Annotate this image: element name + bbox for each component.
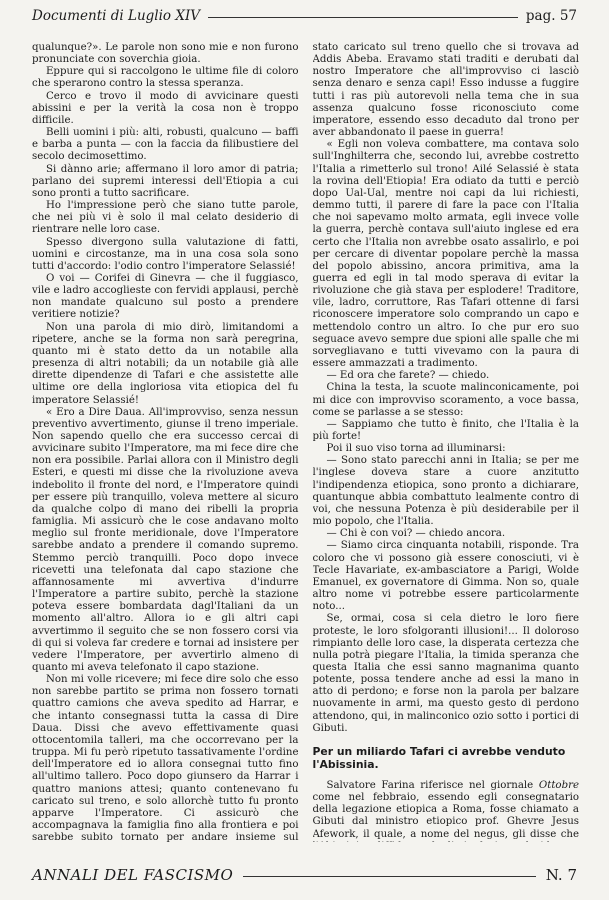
paragraph: Belli uomini i più: alti, robusti, qualcuno — baffi e barba a punta — con la faccia da filibustiere del secolo decimosettimo. [32,127,299,163]
paragraph: — Siamo circa cinquanta notabili, risponde. Tra coloro che vi possono già essere conosciuti, vi è Tecle Havariate, ex-ambasciatore a Parigi, Wolde Emanuel, ex governatore di Gimma. Non so, quale altro nome vi potrebbe essere particolarmente noto... [312,540,579,613]
paragraph: — Chi è con voi? — chiedo ancora. [326,528,506,540]
paragraph: — Sappiamo che tutto è finito, che l'Italia è la più forte! [312,418,579,442]
issue-number: N. 7 [545,866,577,884]
paragraph: Non una parola di mio dirò, limitandomi a ripetere, anche se la forma non sarà peregrina, quanto mi è stato detto da un notabile alla presenza di altri notabili; da un notabile già alle dirette dipendenze di Tafari e che assistette alle ultime ore della ingloriosa vita etiopica del fu imperatore Selassié! [32,321,299,406]
paragraph: Spesso divergono sulla valutazione di fatti, uomini e circostanze, ma in una cosa sola sono tutti d'accordo: l'odio contro l'imperatore Selassié! [32,236,299,272]
paragraph-text: Salvatore Farina riferisce nel giornale [326,779,534,791]
page-footer [32,864,577,886]
page-number: pag. 57 [525,8,577,24]
paragraph: Si dànno arie; affermano il loro amor di patria; parlano dei supremi interessi dell'Etiopia a cui sono pronti a tutto sacrificare. [32,163,299,199]
paragraph: « Ero a Dire Daua. All'improvviso, senza nessun preventivo avvertimento, giunse il treno imperiale. Non sapendo quello che era successo cercai di avvicinare subito l'Imperatore, ma mi fece dire che non era possibile. Parlai allora con il Ministro degli Esteri, e questi mi disse che la rivoluzione aveva indebolito il fronte del nord, e l'Imperatore quindi per essere più tranquillo, voleva mettere al sicuro da qualche colpo di mano dei ribelli la propria famiglia. Mi assicurò che le cose andavano molto meglio sul fronte meridionale, dove l'Imperatore sarebbe andato a prendere il comando supremo. Stemmo perciò tranquilli. Poco dopo invece ricevetti una telefonata dal capo stazione che affannosamente mi avvertiva d'indurre l'Imperatore a partire subito, perchè la stazione poteva essere bombardata dagl'Italiani da un momento all'altro. Allora io e gli altri capi avvertimmo il seguito che se non fossero corsi via di qui si voleva far credere e tornai ad insistere per vedere l'Imperatore, per avvertirlo almeno di quanto mi aveva telefonato il capo stazione. [32,406,299,673]
paragraph: Eppure qui si raccolgono le ultime file di coloro che sperarono contro la stessa speranza. [32,66,299,90]
paragraph: qualunque?». Le parole non sono mie e non furono pronunciate con soverchia gioia. [32,42,299,66]
paragraph: — Sono stato parecchi anni in Italia; se per me l'inglese doveva stare a cuore anzitutto l'indipendenza etiopica, sono pronto a dichiarare, quantunque abbia combattuto lealmente contro di voi, che nessuna Potenza è più desiderabile per il mio popolo, che l'Italia. [312,455,579,528]
left-column [32,42,299,842]
paragraph [313,780,580,842]
paragraph: « Egli non voleva combattere, ma contava solo sull'Inghilterra che, secondo lui, avrebbe costretto l'Italia a rimetterlo sul trono! Ailé Selassié è stata la rovina dell'Etiopia! Era odiato da tutti e perciò dopo Ual-Ual, mentre noi capi da lui richiesti, demmo tutti, il parere di fare la pace con l'Italia che noi sapevamo molto armata, egli invece volle la guerra, perchè contava sull'aiuto inglese ed era certo che l'Italia non avrebbe osato assalirlo, e poi per cercare di diventar popolare perchè la massa del popolo abissino, ancora primitiva, ama la guerra ed egli in tal modo sperava di evitar la rivoluzione che già stava per esplodere! Traditore, vile, ladro, corruttore, Ras Tafari ottenne di farsi riconoscere imperatore solo comprando un capo e mettendolo contro un altro. Io che pur ero suo seguace avevo sempre due spioni alle spalle che mi sorvegliavano e tutti vivevamo con la paura di essere ammazzati a tradimento. [312,139,579,370]
paragraph: O voi — Corifei di Ginevra — che il fuggiasco, vile e ladro accoglieste con fervidi applausi, perchè non mandate qualcuno sul posto a prendere veritiere notizie? [32,272,299,321]
footer-rule [243,876,535,877]
right-column [313,42,580,842]
page-header [32,6,577,26]
paragraph: Poi il suo viso torna ad illuminarsi: [326,443,506,455]
paragraph: — Ed ora che farete? — chiedo. [326,370,490,382]
section-heading: Per un miliardo Tafari ci avrebbe venduto l'Abissinia. [312,744,566,771]
paragraph: stato caricato sul treno quello che si trovava ad Addis Abeba. Eravamo stati traditi e derubati dal nostro Imperatore che all'improvviso ci lasciò senza denaro e senza capi! Esso indusse a fuggire tutti i ras più autorevoli nella tema che in sua assenza qualcuno fosse riconosciuto come imperatore, essendo esso decaduto dal trono per aver abbandonato il paese in guerra! [312,42,579,139]
paragraph: Ho l'impressione però che siano tutte parole, che nei più vi è solo il mal celato desiderio di rientrare nelle loro case. [32,200,299,236]
running-title: Documenti di Luglio XIV [32,8,201,24]
newspaper-name: Ottobre [538,779,579,791]
header-rule [208,17,518,18]
paragraph: Non mi volle ricevere; mi fece dire solo che esso non sarebbe partito se prima non fossero tornati quattro camions che aveva spedito ad Harrar, e che intanto consegnassi tutta la cassa di Dire Daua. Dissi che avevo effettivamente quasi ottocentomila talleri, ma che occorrevano per la truppa. Mi fu però ripetuto tassativamente l'ordine dell'Imperatore ed io allora consegnai tutto fino all'ultimo tallero. Poco dopo giunsero da Harrar i quattro manions attesi; quanto contenevano fu caricato sul treno, e solo allorchè tutto fu pronto apparve l'Imperatore. Ci assicurò che accompagnava la famiglia fino alla frontiera e poi sarebbe subito tornato per andare insieme sul [32,674,299,842]
paragraph: China la testa, la scuote malinconicamente, poi mi dice con improvviso scoramento, a voce bassa, come se parlasse a se stesso: [312,382,579,418]
text-columns [32,42,579,842]
paragraph: Cerco e trovo il modo di avvicinare questi abissini e per la verità la cosa non è troppo difficile. [32,90,299,126]
paragraph: Se, ormai, cosa si cela dietro le loro fiere proteste, le loro sfolgoranti illusioni!... Il doloroso rimpianto delle loro case, la disperata certezza che nulla potrà piegare l'Italia, la timida speranza che questa Italia che essi sanno magnanima quanto potente, possa tendere anche ad essi la mano in atto di perdono; e forse non la parola per balzare nuovamente in armi, ma questo gesto di perdono attendono, qui, in malinconico ozio sotto i portici di Gibuti. [312,613,579,734]
paragraph-text: come nel febbraio, essendo egli consegnatario della legazione etiopica a Roma, fosse chiamato a Gibuti dal ministro etiopico prof. Ghevre Jesus Afework, il quale, a nome del negus, gli disse che [312,792,579,840]
publication-title: ANNALI DEL FASCISMO [32,866,234,884]
